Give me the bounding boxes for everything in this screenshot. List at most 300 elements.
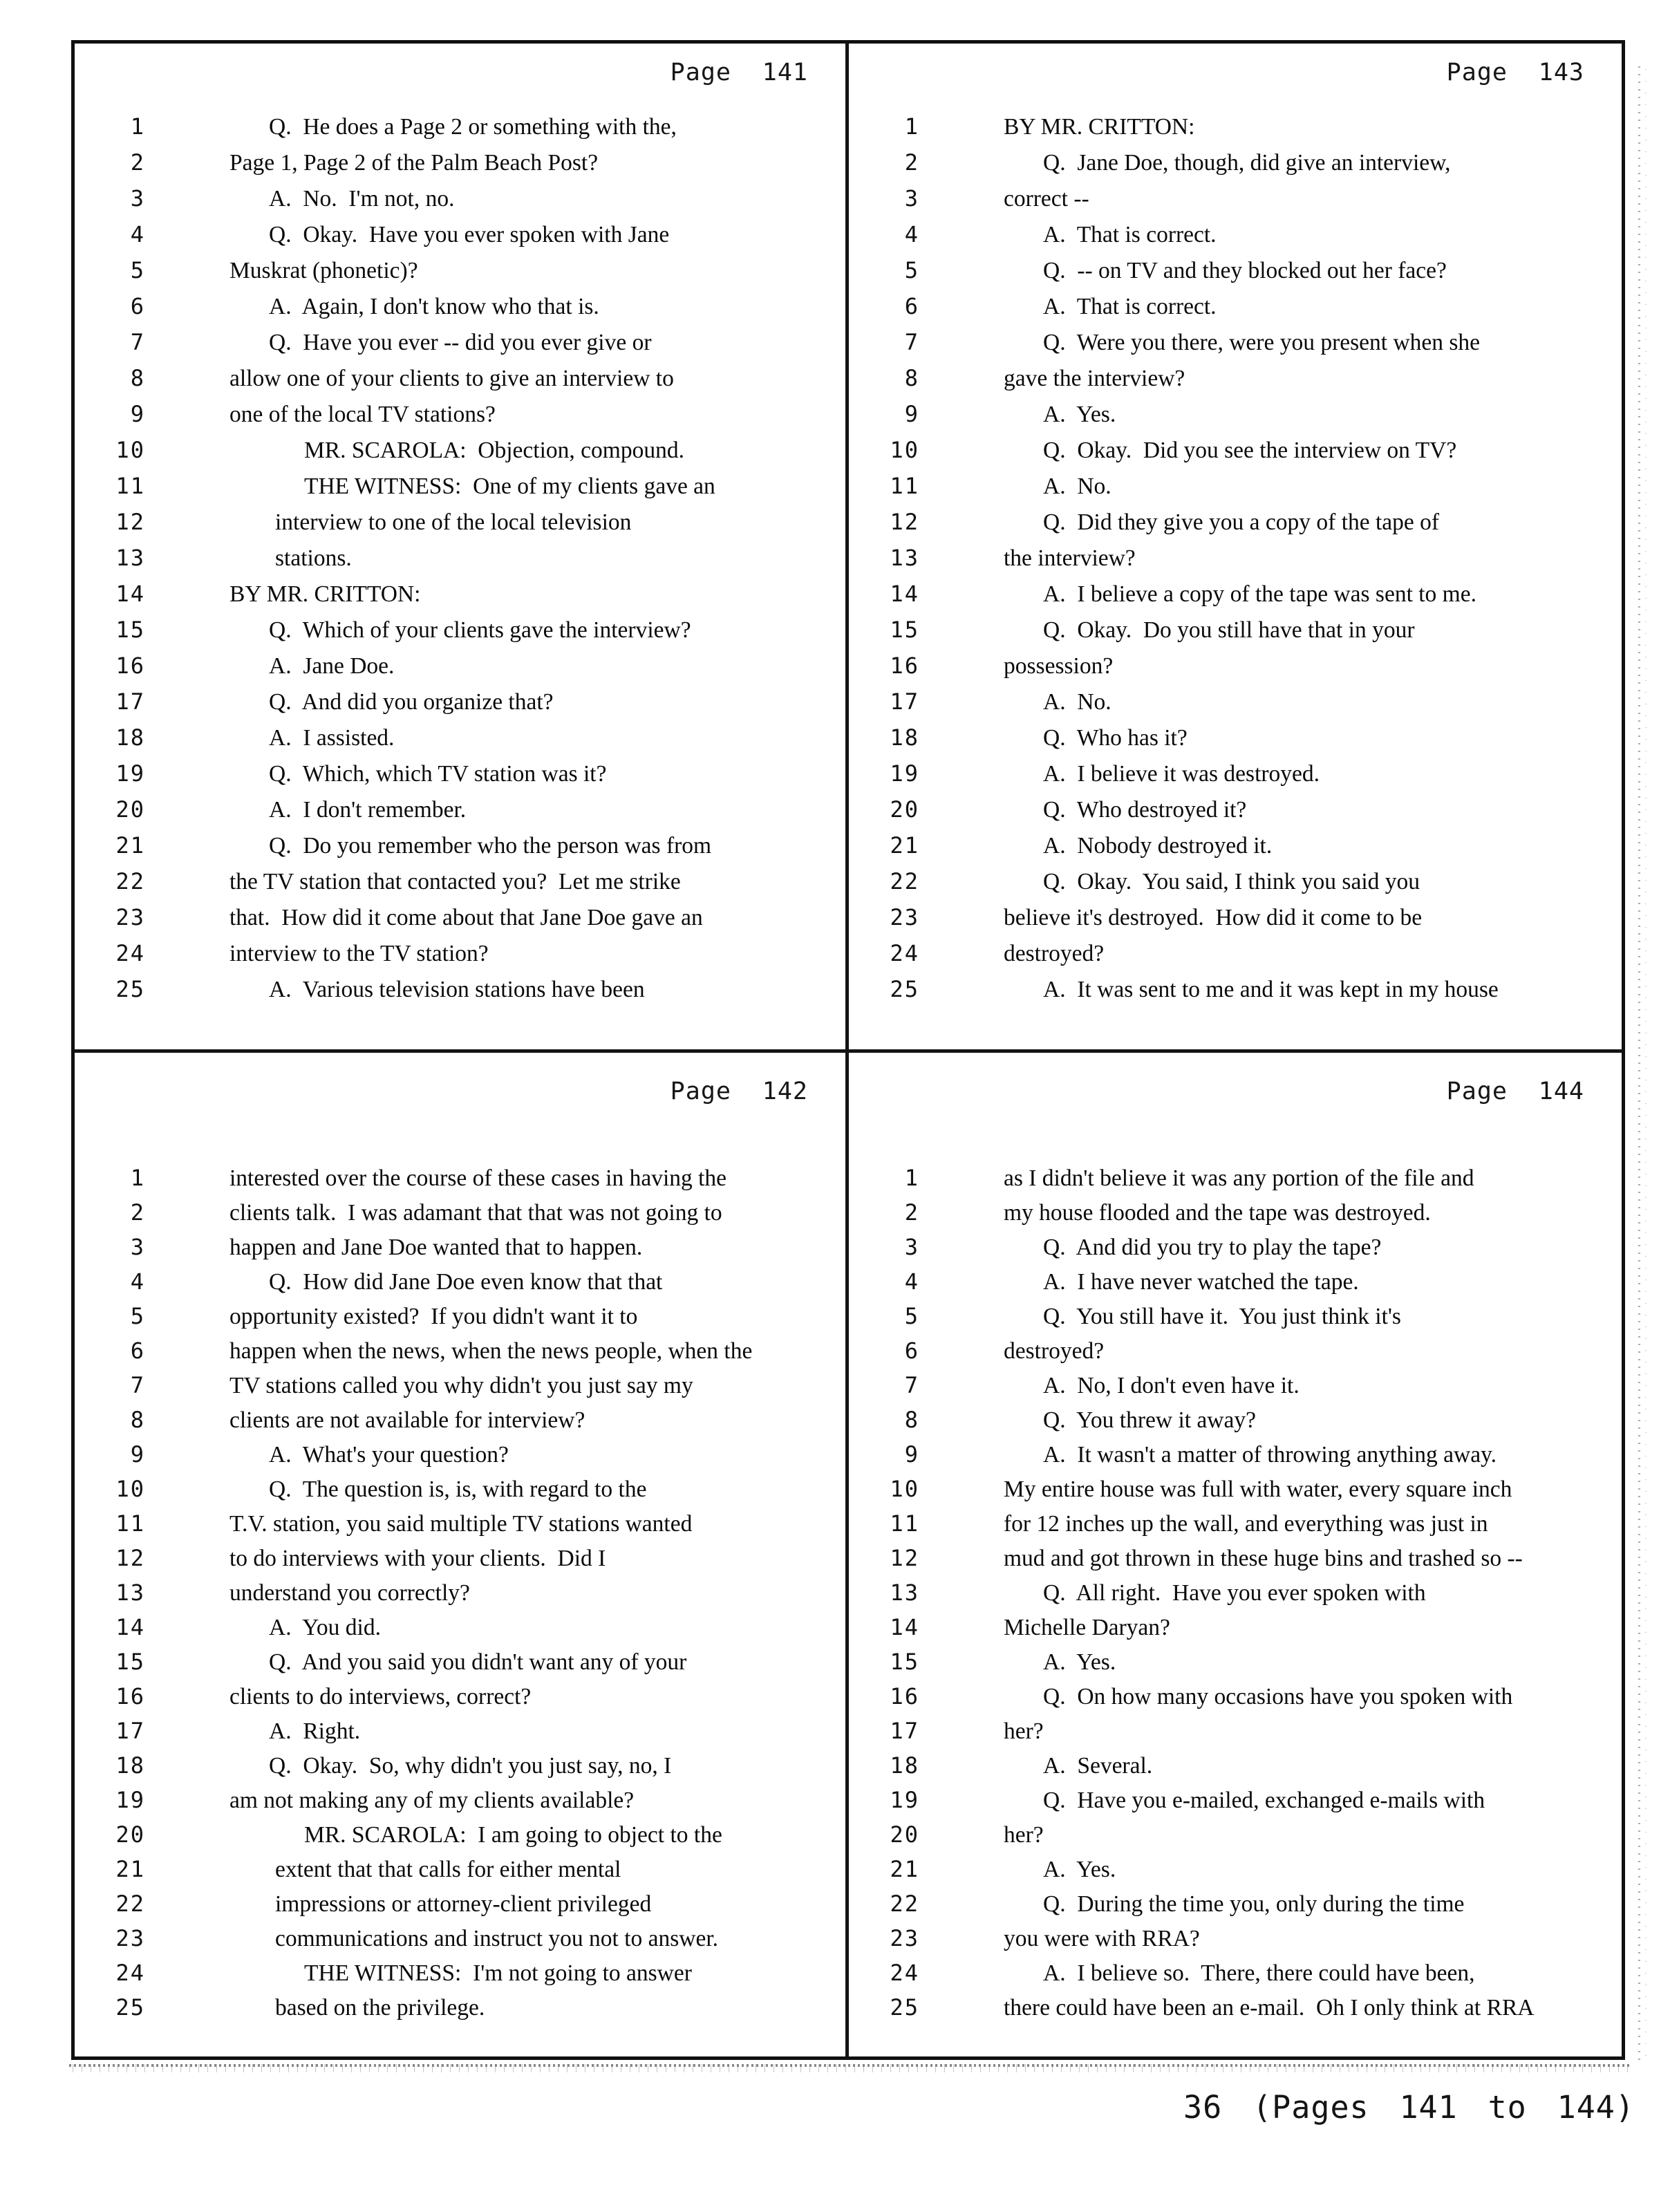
transcript-line (108, 971, 845, 1007)
line-number: 12 (115, 1545, 145, 1571)
transcript-line (108, 1161, 845, 1195)
transcript-line (108, 576, 845, 612)
line-number: 8 (904, 1407, 919, 1433)
line-text: A. Nobody destroyed it. (1043, 833, 1273, 859)
line-text: interview to the TV station? (229, 941, 489, 966)
transcript-line (882, 1783, 1622, 1817)
transcript-line (108, 144, 845, 180)
transcript-line (108, 1990, 845, 2025)
transcript-line (108, 1368, 845, 1403)
line-number: 11 (890, 1510, 919, 1537)
line-text: BY MR. CRITTON: (1004, 114, 1195, 140)
line-text: A. Various television stations have been (269, 977, 645, 1002)
line-text: Q. And did you try to play the tape? (1043, 1235, 1382, 1260)
line-number: 15 (890, 1649, 919, 1675)
line-text: A. Yes. (1043, 402, 1116, 427)
lines (882, 1161, 1622, 2025)
line-text: Q. Who has it? (1043, 725, 1188, 751)
line-number: 5 (130, 1303, 145, 1329)
line-number: 11 (115, 1510, 145, 1537)
line-text: Q. Okay. Did you see the interview on TV? (1043, 438, 1457, 463)
line-text: destroyed? (1004, 941, 1105, 966)
line-number: 5 (904, 257, 919, 283)
transcript-line (108, 1921, 845, 1956)
transcript-line (882, 396, 1622, 432)
line-text: correct -- (1004, 186, 1089, 212)
transcript-line (108, 648, 845, 684)
line-number: 20 (115, 796, 145, 823)
line-number: 19 (890, 760, 919, 787)
transcript-line (882, 432, 1622, 468)
transcript-line (882, 1541, 1622, 1575)
page-header: Page 144 (1446, 1078, 1584, 1105)
page-header: Page 142 (670, 1078, 808, 1105)
line-number: 9 (904, 1441, 919, 1468)
transcript-line (108, 540, 845, 576)
line-text: Q. Which, which TV station was it? (269, 761, 607, 787)
line-text: there could have been an e-mail. Oh I only think at RRA (1004, 1995, 1535, 2021)
line-number: 3 (904, 185, 919, 212)
line-text: My entire house was full with water, every square inch (1004, 1477, 1512, 1502)
line-number: 14 (890, 581, 919, 607)
line-number: 16 (115, 653, 145, 679)
line-text: THE WITNESS: I'm not going to answer (304, 1960, 692, 1986)
transcript-line (108, 468, 845, 504)
line-number: 17 (890, 1718, 919, 1744)
line-number: 10 (115, 1476, 145, 1502)
line-text: A. That is correct. (1043, 294, 1217, 319)
line-text: Q. During the time you, only during the time (1043, 1891, 1465, 1917)
page-143-panel (849, 44, 1622, 1053)
line-number: 2 (130, 1199, 145, 1226)
line-text: Q. Okay. You said, I think you said you (1043, 869, 1420, 894)
page-header: Page 143 (1446, 59, 1584, 86)
page-141-panel (75, 44, 849, 1053)
line-text: believe it's destroyed. How did it come to be (1004, 905, 1423, 930)
line-number: 11 (115, 473, 145, 499)
line-text: allow one of your clients to give an interview to (229, 366, 674, 391)
transcript-line (108, 1506, 845, 1541)
transcript-line (882, 612, 1622, 648)
line-number: 1 (130, 113, 145, 140)
line-number: 4 (130, 1268, 145, 1295)
line-number: 7 (130, 329, 145, 355)
line-text: Q. You threw it away? (1043, 1407, 1256, 1433)
line-text: you were with RRA? (1004, 1926, 1200, 1951)
line-number: 19 (115, 760, 145, 787)
transcript-line (882, 1403, 1622, 1437)
scan-noise-bottom-edge (69, 2064, 1631, 2074)
line-number: 4 (130, 221, 145, 247)
transcript-line (882, 540, 1622, 576)
line-number: 11 (890, 473, 919, 499)
transcript-line (882, 144, 1622, 180)
line-number: 7 (130, 1372, 145, 1398)
line-number: 2 (130, 149, 145, 176)
line-text: mud and got thrown in these huge bins and trashed so -- (1004, 1546, 1523, 1571)
transcript-line (882, 1506, 1622, 1541)
transcript-line (108, 1403, 845, 1437)
transcript-line (882, 1472, 1622, 1506)
line-text: A. It wasn't a matter of throwing anything away. (1043, 1442, 1497, 1468)
line-text: interested over the course of these cases in having the (229, 1165, 727, 1191)
transcript-line (108, 1783, 845, 1817)
transcript-line (882, 684, 1622, 720)
line-text: gave the interview? (1004, 366, 1185, 391)
transcript-line (882, 791, 1622, 827)
transcript-line (882, 109, 1622, 144)
line-number: 12 (890, 1545, 919, 1571)
transcript-line (882, 1299, 1622, 1333)
line-text: Q. Do you remember who the person was from (269, 833, 712, 859)
transcript-line (882, 504, 1622, 540)
transcript-line (108, 504, 845, 540)
line-number: 24 (890, 940, 919, 966)
line-number: 16 (115, 1683, 145, 1709)
line-text: Q. Jane Doe, though, did give an interview, (1043, 150, 1451, 176)
line-text: Q. How did Jane Doe even know that that (269, 1269, 663, 1295)
line-text: my house flooded and the tape was destroyed. (1004, 1200, 1431, 1226)
transcript-line (882, 827, 1622, 863)
lines (108, 1161, 845, 2025)
transcript-line (882, 1886, 1622, 1921)
transcript-line (882, 288, 1622, 324)
line-number: 2 (904, 1199, 919, 1226)
line-text: impressions or attorney-client privileged (275, 1891, 652, 1917)
line-number: 24 (890, 1960, 919, 1986)
line-number: 8 (130, 1407, 145, 1433)
transcript-line (882, 1990, 1622, 2025)
transcript-line (882, 720, 1622, 756)
line-text: A. Right. (269, 1718, 361, 1744)
line-number: 6 (904, 1338, 919, 1364)
line-text: clients to do interviews, correct? (229, 1684, 532, 1709)
transcript-line (108, 1437, 845, 1472)
line-text: Q. And you said you didn't want any of your (269, 1649, 687, 1675)
line-number: 4 (904, 221, 919, 247)
transcript-line (882, 1575, 1622, 1610)
line-text: A. It was sent to me and it was kept in my house (1043, 977, 1499, 1002)
line-number: 18 (890, 1752, 919, 1779)
line-text: A. Jane Doe. (269, 653, 395, 679)
line-text: Q. Okay. So, why didn't you just say, no, I (269, 1753, 672, 1779)
line-number: 7 (904, 329, 919, 355)
line-text: happen when the news, when the news people, when the (229, 1338, 753, 1364)
line-number: 18 (115, 724, 145, 751)
line-number: 6 (904, 293, 919, 319)
line-number: 23 (890, 904, 919, 930)
line-text: A. That is correct. (1043, 222, 1217, 247)
line-number: 25 (115, 976, 145, 1002)
transcript-line (882, 468, 1622, 504)
line-text: MR. SCAROLA: I am going to object to the (304, 1822, 722, 1848)
line-number: 3 (130, 1234, 145, 1260)
transcript-line (108, 1575, 845, 1610)
transcript-line (882, 180, 1622, 216)
transcript-line (108, 1714, 845, 1748)
line-number: 18 (890, 724, 919, 751)
line-text: Page 1, Page 2 of the Palm Beach Post? (229, 150, 599, 176)
line-text: the interview? (1004, 545, 1136, 571)
line-number: 13 (115, 1580, 145, 1606)
transcript-line (108, 1817, 845, 1852)
page-header: Page 141 (670, 59, 808, 86)
transcript-line (108, 1679, 845, 1714)
line-number: 19 (890, 1787, 919, 1813)
line-text: A. You did. (269, 1615, 381, 1640)
transcript-line (108, 1299, 845, 1333)
line-text: as I didn't believe it was any portion of the file and (1004, 1165, 1474, 1191)
transcript-line (108, 1195, 845, 1230)
line-number: 7 (904, 1372, 919, 1398)
line-number: 18 (115, 1752, 145, 1779)
transcript-line (108, 109, 845, 144)
line-number: 1 (130, 1165, 145, 1191)
line-text: stations. (275, 545, 352, 571)
line-number: 19 (115, 1787, 145, 1813)
transcript-line (108, 720, 845, 756)
line-number: 22 (115, 868, 145, 894)
transcript-line (108, 1264, 845, 1299)
transcript-line (108, 180, 845, 216)
transcript-line (882, 1264, 1622, 1299)
line-text: A. No. I'm not, no. (269, 186, 455, 212)
line-text: A. I don't remember. (269, 797, 467, 823)
line-text: Q. Have you e-mailed, exchanged e-mails with (1043, 1788, 1485, 1813)
lines (882, 109, 1622, 1007)
page-144-panel (849, 1053, 1622, 2056)
transcript-line (108, 1472, 845, 1506)
line-text: happen and Jane Doe wanted that to happen. (229, 1235, 643, 1260)
line-text: A. Yes. (1043, 1649, 1116, 1675)
line-text: am not making any of my clients available? (229, 1788, 635, 1813)
transcript-line (882, 1921, 1622, 1956)
line-text: Q. The question is, is, with regard to the (269, 1477, 647, 1502)
transcript-line (882, 1748, 1622, 1783)
line-number: 9 (130, 401, 145, 427)
transcript-line (108, 1333, 845, 1368)
scan-noise-right-edge (1635, 62, 1651, 2060)
transcript-line (882, 324, 1622, 360)
line-text: Q. All right. Have you ever spoken with (1043, 1580, 1426, 1606)
line-number: 22 (890, 1891, 919, 1917)
line-number: 14 (115, 1614, 145, 1640)
line-number: 5 (130, 257, 145, 283)
line-text: A. No. (1043, 689, 1111, 715)
transcript-line (108, 1748, 845, 1783)
transcript-line (882, 756, 1622, 791)
line-text: A. Several. (1043, 1753, 1153, 1779)
line-text: Q. Who destroyed it? (1043, 797, 1247, 823)
line-number: 15 (115, 1649, 145, 1675)
transcript-line (108, 612, 845, 648)
transcript-line (882, 216, 1622, 252)
transcript-line (882, 1333, 1622, 1368)
line-text: for 12 inches up the wall, and everything was just in (1004, 1511, 1488, 1537)
transcript-line (882, 899, 1622, 935)
line-number: 6 (130, 1338, 145, 1364)
line-text: possession? (1004, 653, 1114, 679)
transcript-line (108, 1610, 845, 1644)
transcript-line (882, 1817, 1622, 1852)
line-number: 4 (904, 1268, 919, 1295)
transcript-line (108, 1541, 845, 1575)
line-number: 22 (890, 868, 919, 894)
line-number: 3 (904, 1234, 919, 1260)
transcript-line (882, 1161, 1622, 1195)
transcript-line (108, 935, 845, 971)
line-number: 21 (890, 832, 919, 859)
line-text: A. I believe it was destroyed. (1043, 761, 1320, 787)
line-text: that. How did it come about that Jane Doe gave an (229, 905, 703, 930)
line-number: 14 (115, 581, 145, 607)
line-number: 9 (904, 401, 919, 427)
transcript-line (882, 1852, 1622, 1886)
line-text: extent that that calls for either mental (275, 1857, 621, 1882)
line-number: 10 (115, 437, 145, 463)
line-text: Michelle Daryan? (1004, 1615, 1170, 1640)
transcript-line (882, 1195, 1622, 1230)
transcript-line (882, 1610, 1622, 1644)
transcript-line (108, 756, 845, 791)
transcript-line (108, 288, 845, 324)
line-text: one of the local TV stations? (229, 402, 496, 427)
line-number: 23 (115, 1925, 145, 1951)
transcript-line (882, 1368, 1622, 1403)
transcript-line (882, 1644, 1622, 1679)
transcript-grid (71, 40, 1625, 2060)
line-number: 8 (904, 365, 919, 391)
line-number: 13 (890, 545, 919, 571)
line-number: 24 (115, 940, 145, 966)
line-text: clients talk. I was adamant that that was not going to (229, 1200, 722, 1226)
line-text: A. I have never watched the tape. (1043, 1269, 1359, 1295)
line-number: 21 (890, 1856, 919, 1882)
line-text: communications and instruct you not to answer. (275, 1926, 719, 1951)
transcript-line (108, 1852, 845, 1886)
line-text: her? (1004, 1822, 1044, 1848)
line-text: TV stations called you why didn't you just say my (229, 1373, 693, 1398)
line-text: Q. Okay. Do you still have that in your (1043, 617, 1415, 643)
line-text: Q. Did they give you a copy of the tape of (1043, 509, 1440, 535)
transcript-line (882, 252, 1622, 288)
line-text: clients are not available for interview? (229, 1407, 585, 1433)
line-number: 2 (904, 149, 919, 176)
transcript-line (108, 1644, 845, 1679)
line-text: THE WITNESS: One of my clients gave an (304, 474, 715, 499)
line-text: Q. On how many occasions have you spoken with (1043, 1684, 1513, 1709)
line-number: 1 (904, 113, 919, 140)
line-number: 25 (890, 976, 919, 1002)
line-text: the TV station that contacted you? Let me strike (229, 869, 681, 894)
line-number: 8 (130, 365, 145, 391)
line-text: destroyed? (1004, 1338, 1105, 1364)
line-text: T.V. station, you said multiple TV stations wanted (229, 1511, 693, 1537)
transcript-line (882, 360, 1622, 396)
line-number: 17 (115, 688, 145, 715)
line-text: Q. Okay. Have you ever spoken with Jane (269, 222, 670, 247)
lines (108, 109, 845, 1007)
line-text: interview to one of the local television (275, 509, 632, 535)
line-number: 20 (890, 1821, 919, 1848)
transcript-line (108, 899, 845, 935)
line-text: Q. He does a Page 2 or something with the, (269, 114, 677, 140)
line-text: A. I believe a copy of the tape was sent to me. (1043, 581, 1476, 607)
line-number: 1 (904, 1165, 919, 1191)
transcript-line (882, 1230, 1622, 1264)
line-number: 13 (115, 545, 145, 571)
line-text: Q. Were you there, were you present when she (1043, 330, 1481, 355)
line-number: 23 (890, 1925, 919, 1951)
sheet-page-footer: 36 (Pages 141 to 144) (1183, 2089, 1635, 2126)
transcript-line (108, 216, 845, 252)
line-number: 9 (130, 1441, 145, 1468)
line-text: A. Yes. (1043, 1857, 1116, 1882)
line-number: 13 (890, 1580, 919, 1606)
line-text: A. What's your question? (269, 1442, 509, 1468)
transcript-line (108, 360, 845, 396)
line-number: 20 (115, 1821, 145, 1848)
line-number: 15 (890, 617, 919, 643)
transcript-line (882, 971, 1622, 1007)
transcript-line (108, 1886, 845, 1921)
line-text: Muskrat (phonetic)? (229, 258, 418, 283)
line-number: 3 (130, 185, 145, 212)
line-number: 25 (890, 1994, 919, 2021)
transcript-line (108, 252, 845, 288)
line-number: 25 (115, 1994, 145, 2021)
line-number: 22 (115, 1891, 145, 1917)
transcript-line (108, 791, 845, 827)
line-text: A. No, I don't even have it. (1043, 1373, 1300, 1398)
transcript-line (882, 863, 1622, 899)
line-number: 17 (115, 1718, 145, 1744)
line-text: Q. Have you ever -- did you ever give or (269, 330, 652, 355)
transcript-line (108, 1230, 845, 1264)
line-number: 16 (890, 1683, 919, 1709)
line-number: 10 (890, 437, 919, 463)
line-number: 10 (890, 1476, 919, 1502)
line-text: Q. -- on TV and they blocked out her face? (1043, 258, 1447, 283)
line-number: 21 (115, 1856, 145, 1882)
line-number: 23 (115, 904, 145, 930)
transcript-line (882, 1714, 1622, 1748)
transcript-line (882, 1679, 1622, 1714)
transcript-line (882, 1437, 1622, 1472)
line-number: 5 (904, 1303, 919, 1329)
line-number: 20 (890, 796, 919, 823)
transcript-line (108, 324, 845, 360)
line-text: Q. Which of your clients gave the interview? (269, 617, 691, 643)
transcript-line (108, 396, 845, 432)
line-text: BY MR. CRITTON: (229, 581, 421, 607)
line-text: MR. SCAROLA: Objection, compound. (304, 438, 684, 463)
transcript-line (108, 863, 845, 899)
line-text: understand you correctly? (229, 1580, 470, 1606)
line-number: 14 (890, 1614, 919, 1640)
line-text: Q. And did you organize that? (269, 689, 554, 715)
transcript-line (108, 827, 845, 863)
transcript-line (108, 432, 845, 468)
line-text: opportunity existed? If you didn't want it to (229, 1304, 638, 1329)
line-text: to do interviews with your clients. Did I (229, 1546, 606, 1571)
line-number: 15 (115, 617, 145, 643)
line-number: 21 (115, 832, 145, 859)
transcript-line (882, 648, 1622, 684)
line-number: 17 (890, 688, 919, 715)
transcript-line (882, 576, 1622, 612)
line-text: based on the privilege. (275, 1995, 485, 2021)
